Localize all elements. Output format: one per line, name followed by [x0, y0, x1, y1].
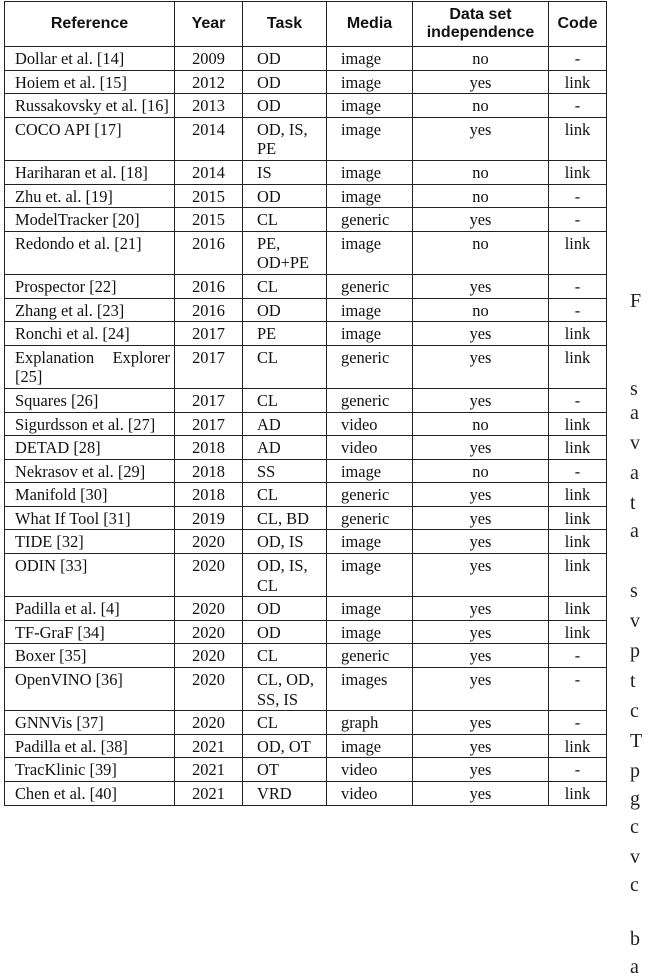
- cell-reference: Padilla et al. [4]: [5, 597, 175, 621]
- cell-task: CL: [243, 483, 327, 507]
- cell-reference: Padilla et al. [38]: [5, 734, 175, 758]
- table-row: [5, 530, 607, 554]
- cell-reference: Chen et al. [40]: [5, 782, 175, 806]
- cell-task: SS: [243, 459, 327, 483]
- header-task: Task: [243, 2, 327, 47]
- cell-code: -: [549, 208, 607, 232]
- cell-independence: yes: [413, 668, 549, 711]
- cell-independence: no: [413, 184, 549, 208]
- cell-media: video: [327, 412, 413, 436]
- cell-task: OD, IS: [243, 530, 327, 554]
- cell-independence: yes: [413, 345, 549, 388]
- cell-year: 2014: [175, 117, 243, 160]
- cell-independence: no: [413, 412, 549, 436]
- table-row: [5, 554, 607, 597]
- cell-task: OD: [243, 70, 327, 94]
- cell-year: 2020: [175, 620, 243, 644]
- cell-task: AD: [243, 436, 327, 460]
- table-row: [5, 436, 607, 460]
- side-text-letter: p: [630, 640, 640, 662]
- cell-reference: Dollar et al. [14]: [5, 47, 175, 71]
- cell-code: -: [549, 94, 607, 118]
- cell-code: -: [549, 668, 607, 711]
- cell-code: link: [549, 322, 607, 346]
- cell-year: 2020: [175, 554, 243, 597]
- cell-year: 2017: [175, 388, 243, 412]
- table-row: [5, 160, 607, 184]
- cell-media: image: [327, 459, 413, 483]
- cell-independence: yes: [413, 734, 549, 758]
- cell-media: generic: [327, 644, 413, 668]
- cell-independence: yes: [413, 388, 549, 412]
- cell-year: 2021: [175, 734, 243, 758]
- table-row: [5, 274, 607, 298]
- side-text-letter: F: [630, 290, 642, 312]
- cell-task: CL: [243, 274, 327, 298]
- cell-task: OD: [243, 184, 327, 208]
- cell-reference: Hariharan et al. [18]: [5, 160, 175, 184]
- table-row: [5, 734, 607, 758]
- cell-code: link: [549, 436, 607, 460]
- cell-independence: yes: [413, 70, 549, 94]
- cell-independence: yes: [413, 322, 549, 346]
- cell-code: link: [549, 506, 607, 530]
- cell-independence: no: [413, 47, 549, 71]
- cell-media: image: [327, 70, 413, 94]
- cell-reference: Boxer [35]: [5, 644, 175, 668]
- cell-reference: Manifold [30]: [5, 483, 175, 507]
- cell-code: -: [549, 184, 607, 208]
- cell-reference: OpenVINO [36]: [5, 668, 175, 711]
- cell-media: image: [327, 160, 413, 184]
- cell-independence: no: [413, 231, 549, 274]
- cell-year: 2021: [175, 782, 243, 806]
- cell-code: -: [549, 388, 607, 412]
- cell-code: link: [549, 734, 607, 758]
- cell-reference: GNNVis [37]: [5, 711, 175, 735]
- cell-code: link: [549, 483, 607, 507]
- cell-code: -: [549, 274, 607, 298]
- cell-year: 2017: [175, 345, 243, 388]
- table-row: [5, 782, 607, 806]
- cell-task: OD: [243, 47, 327, 71]
- cell-task: PE, OD+PE: [243, 231, 327, 274]
- cell-code: link: [549, 530, 607, 554]
- cell-task: IS: [243, 160, 327, 184]
- table-row: [5, 388, 607, 412]
- cell-reference: TIDE [32]: [5, 530, 175, 554]
- table-row: [5, 506, 607, 530]
- cell-reference: Redondo et al. [21]: [5, 231, 175, 274]
- cell-task: CL, BD: [243, 506, 327, 530]
- cell-media: image: [327, 117, 413, 160]
- side-text-letter: v: [630, 610, 640, 632]
- cell-code: -: [549, 758, 607, 782]
- cell-independence: no: [413, 459, 549, 483]
- cell-media: generic: [327, 345, 413, 388]
- cell-reference: What If Tool [31]: [5, 506, 175, 530]
- cell-code: link: [549, 231, 607, 274]
- cell-code: link: [549, 597, 607, 621]
- cell-independence: no: [413, 298, 549, 322]
- cell-reference: Nekrasov et al. [29]: [5, 459, 175, 483]
- side-text-letter: p: [630, 760, 640, 782]
- cell-task: OD, IS, CL: [243, 554, 327, 597]
- cell-task: VRD: [243, 782, 327, 806]
- cell-task: OD, IS, PE: [243, 117, 327, 160]
- cell-task: PE: [243, 322, 327, 346]
- cell-year: 2018: [175, 483, 243, 507]
- cell-media: video: [327, 758, 413, 782]
- cell-media: generic: [327, 274, 413, 298]
- side-text-letter: t: [630, 492, 636, 514]
- header-year: Year: [175, 2, 243, 47]
- header-media: Media: [327, 2, 413, 47]
- cell-independence: yes: [413, 117, 549, 160]
- cell-independence: yes: [413, 530, 549, 554]
- cell-reference: ModelTracker [20]: [5, 208, 175, 232]
- side-text-letter: a: [630, 462, 639, 484]
- table-row: [5, 322, 607, 346]
- cell-reference: Hoiem et al. [15]: [5, 70, 175, 94]
- cell-media: image: [327, 298, 413, 322]
- side-text-letter: t: [630, 670, 636, 692]
- cell-code: link: [549, 412, 607, 436]
- cell-independence: yes: [413, 483, 549, 507]
- side-text-letter: c: [630, 816, 639, 838]
- cell-reference: ODIN [33]: [5, 554, 175, 597]
- cell-independence: no: [413, 160, 549, 184]
- cell-reference: Explanation Explorer [25]: [5, 345, 175, 388]
- cell-year: 2015: [175, 208, 243, 232]
- table-row: [5, 298, 607, 322]
- table-row: [5, 711, 607, 735]
- cell-media: generic: [327, 208, 413, 232]
- table-row: [5, 117, 607, 160]
- cell-year: 2020: [175, 711, 243, 735]
- cell-task: OD: [243, 620, 327, 644]
- cell-reference: DETAD [28]: [5, 436, 175, 460]
- side-text-letter: g: [630, 788, 640, 810]
- adjacent-column-text-fragment: [630, 0, 650, 978]
- cell-media: generic: [327, 506, 413, 530]
- cell-independence: yes: [413, 436, 549, 460]
- cell-media: image: [327, 322, 413, 346]
- side-text-letter: v: [630, 846, 640, 868]
- cell-year: 2016: [175, 274, 243, 298]
- table-row: [5, 70, 607, 94]
- table-row: [5, 483, 607, 507]
- side-text-letter: s: [630, 580, 638, 602]
- table-row: [5, 208, 607, 232]
- cell-media: generic: [327, 483, 413, 507]
- side-text-letter: a: [630, 956, 639, 978]
- cell-independence: yes: [413, 506, 549, 530]
- cell-code: -: [549, 644, 607, 668]
- cell-code: link: [549, 117, 607, 160]
- table-body: [5, 47, 607, 806]
- table-row: [5, 412, 607, 436]
- cell-independence: yes: [413, 554, 549, 597]
- cell-code: link: [549, 782, 607, 806]
- cell-reference: Sigurdsson et al. [27]: [5, 412, 175, 436]
- side-text-letter: v: [630, 432, 640, 454]
- cell-task: CL, OD, SS, IS: [243, 668, 327, 711]
- side-text-letter: T: [630, 730, 643, 752]
- side-text-letter: c: [630, 700, 639, 722]
- cell-task: OD: [243, 94, 327, 118]
- cell-task: OT: [243, 758, 327, 782]
- cell-task: CL: [243, 208, 327, 232]
- table-row: [5, 620, 607, 644]
- cell-independence: yes: [413, 758, 549, 782]
- cell-task: CL: [243, 644, 327, 668]
- cell-reference: Russakovsky et al. [16]: [5, 94, 175, 118]
- cell-reference: Squares [26]: [5, 388, 175, 412]
- cell-independence: yes: [413, 274, 549, 298]
- cell-code: link: [549, 345, 607, 388]
- cell-year: 2019: [175, 506, 243, 530]
- cell-task: OD, OT: [243, 734, 327, 758]
- cell-reference: Ronchi et al. [24]: [5, 322, 175, 346]
- cell-media: generic: [327, 388, 413, 412]
- cell-task: CL: [243, 388, 327, 412]
- side-text-letter: a: [630, 402, 639, 424]
- table-row: [5, 184, 607, 208]
- cell-media: image: [327, 184, 413, 208]
- cell-media: image: [327, 231, 413, 274]
- cell-media: image: [327, 620, 413, 644]
- cell-code: link: [549, 70, 607, 94]
- header-independence-line1: Data set: [449, 6, 512, 23]
- header-independence-line2: independence: [426, 24, 535, 41]
- cell-independence: yes: [413, 208, 549, 232]
- side-text-letter: c: [630, 874, 639, 896]
- table-row: [5, 668, 607, 711]
- cell-independence: yes: [413, 620, 549, 644]
- cell-year: 2017: [175, 412, 243, 436]
- cell-media: graph: [327, 711, 413, 735]
- cell-task: OD: [243, 298, 327, 322]
- cell-year: 2012: [175, 70, 243, 94]
- cell-media: video: [327, 782, 413, 806]
- cell-year: 2018: [175, 459, 243, 483]
- cell-year: 2020: [175, 644, 243, 668]
- cell-year: 2020: [175, 597, 243, 621]
- cell-reference: TF-GraF [34]: [5, 620, 175, 644]
- cell-media: image: [327, 94, 413, 118]
- cell-independence: yes: [413, 644, 549, 668]
- table-row: [5, 758, 607, 782]
- table-row: [5, 345, 607, 388]
- cell-year: 2017: [175, 322, 243, 346]
- cell-reference: Zhang et al. [23]: [5, 298, 175, 322]
- cell-code: -: [549, 711, 607, 735]
- cell-year: 2016: [175, 231, 243, 274]
- table-row: [5, 597, 607, 621]
- cell-media: video: [327, 436, 413, 460]
- cell-media: image: [327, 47, 413, 71]
- cell-task: CL: [243, 345, 327, 388]
- cell-year: 2015: [175, 184, 243, 208]
- table-row: [5, 47, 607, 71]
- cell-task: OD: [243, 597, 327, 621]
- cell-year: 2013: [175, 94, 243, 118]
- cell-year: 2020: [175, 530, 243, 554]
- cell-independence: yes: [413, 711, 549, 735]
- cell-reference: TracKlinic [39]: [5, 758, 175, 782]
- cell-reference: COCO API [17]: [5, 117, 175, 160]
- header-code: Code: [549, 2, 607, 47]
- header-independence: [413, 2, 549, 47]
- cell-code: -: [549, 47, 607, 71]
- cell-media: image: [327, 530, 413, 554]
- cell-media: images: [327, 668, 413, 711]
- cell-code: -: [549, 298, 607, 322]
- table-row: [5, 94, 607, 118]
- table-header-row: [5, 2, 607, 47]
- header-reference: Reference: [5, 2, 175, 47]
- cell-media: image: [327, 597, 413, 621]
- cell-code: link: [549, 620, 607, 644]
- table-row: [5, 644, 607, 668]
- side-text-letter: s: [630, 378, 638, 400]
- cell-year: 2014: [175, 160, 243, 184]
- cell-code: -: [549, 459, 607, 483]
- side-text-letter: a: [630, 520, 639, 542]
- cell-year: 2009: [175, 47, 243, 71]
- cell-media: image: [327, 734, 413, 758]
- cell-code: link: [549, 160, 607, 184]
- cell-independence: yes: [413, 597, 549, 621]
- cell-task: AD: [243, 412, 327, 436]
- side-text-letter: b: [630, 928, 640, 950]
- cell-year: 2021: [175, 758, 243, 782]
- references-table: [4, 1, 607, 806]
- cell-year: 2018: [175, 436, 243, 460]
- cell-media: image: [327, 554, 413, 597]
- cell-independence: yes: [413, 782, 549, 806]
- cell-code: link: [549, 554, 607, 597]
- cell-year: 2016: [175, 298, 243, 322]
- cell-reference: Zhu et. al. [19]: [5, 184, 175, 208]
- cell-independence: no: [413, 94, 549, 118]
- table-row: [5, 459, 607, 483]
- cell-task: CL: [243, 711, 327, 735]
- cell-year: 2020: [175, 668, 243, 711]
- table-row: [5, 231, 607, 274]
- cell-reference: Prospector [22]: [5, 274, 175, 298]
